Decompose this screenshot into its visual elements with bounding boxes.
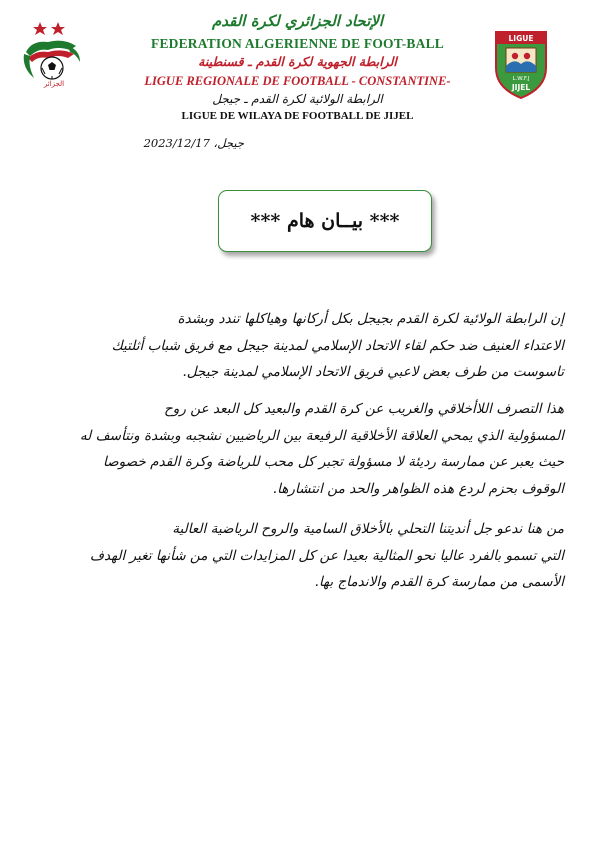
paragraph-line: إن الرابطة الولائية لكرة القدم بجيجل بكل أركانها وهياكلها تندد وبشدة <box>177 311 564 327</box>
regional-league-arabic-name: الرابطة الجهوية لكرة القدم ـ قسنطينة <box>198 54 397 69</box>
statement-title-box <box>218 190 432 252</box>
faf-emblem-caption: الجزائر <box>43 80 65 88</box>
paragraph-line: حيث يعبر عن ممارسة رديئة لا مسؤولة تجبر كل محب للرياضة وكرة القدم خصوصا <box>102 454 564 470</box>
paragraph-3 <box>34 516 564 596</box>
paragraph-line: الوقوف بحزم لردع هذه الظواهر والحد من انتشارها. <box>272 480 564 497</box>
faf-emblem-icon <box>18 18 90 88</box>
paragraph-1 <box>34 306 564 386</box>
ligue-shield-top-text: LIGUE <box>508 34 534 43</box>
wilaya-league-arabic-name: الرابطة الولائية لكرة القدم ـ جيجل <box>212 92 383 106</box>
paragraph-line: من هنا ندعو جل أنديتنا التحلي بالأخلاق السامية والروح الرياضية العالية <box>172 521 564 537</box>
federation-arabic-name: الإتحاد الجزائري لكرة القدم <box>211 12 384 30</box>
letterhead <box>0 0 595 130</box>
paragraph-line: هذا التصرف اللاأخلاقي والغريب عن كرة القدم والبعيد كل البعد عن روح <box>164 401 564 417</box>
paragraph-line: الأسمى من ممارسة كرة القدم والاندماج بها. <box>314 574 564 590</box>
federation-french-name: FEDERATION ALGERIENNE DE FOOT-BALL <box>151 36 444 51</box>
wilaya-league-french-name: LIGUE DE WILAYA DE FOOTBALL DE JIJEL <box>181 110 414 122</box>
document-date: جيجل، 2023/12/17 <box>143 136 244 150</box>
ligue-jijel-shield-icon <box>492 28 550 100</box>
paragraph-line: المسؤولية الذي يمحي العلاقة الأخلاقية الرفيعة بين الرياضيين نشجبه وبشدة ونتأسف له <box>79 427 564 444</box>
ligue-shield-bottom-text: JIJEL <box>511 83 531 92</box>
ligue-shield-mid-text: L.W.F.J <box>512 76 530 82</box>
paragraph-line: تاسوست من طرف بعض لاعبي فريق الاتحاد الإسلامي لمدينة جيجل. <box>182 364 564 380</box>
paragraph-2 <box>34 396 564 502</box>
paragraph-line: التي تسمو بالفرد عاليا نحو المثالية بعيدا عن كل المزايدات التي من شأنها تغير الهدف <box>89 547 564 564</box>
statement-title: *** بيــان هام *** <box>250 210 400 232</box>
regional-league-french-name: LIGUE REGIONALE DE FOOTBALL - CONSTANTINE- <box>144 74 451 88</box>
paragraph-line: الاعتداء العنيف ضد حكم لقاء الاتحاد الإسلامي لمدينة جيجل مع فريق شباب أثلتيك <box>111 337 564 354</box>
